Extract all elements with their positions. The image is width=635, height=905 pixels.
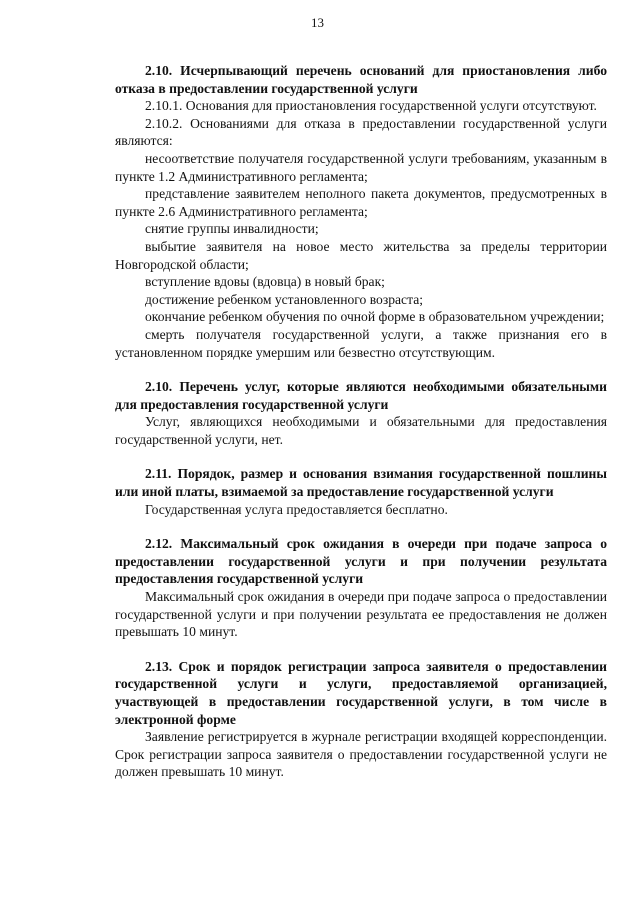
paragraph: Максимальный срок ожидания в очереди при подаче запроса о предоставлении государственной услуги и при получении результата ее предоставления не должен превышать 10 минут.: [115, 589, 607, 640]
list-item: снятие группы инвалидности;: [145, 221, 319, 237]
section-heading: 2.12. Максимальный срок ожидания в очереди при подаче запроса о предоставлении государственной услуги и при получении результата предоставления государственной услуги: [115, 536, 607, 587]
section-heading: 2.11. Порядок, размер и основания взимания государственной пошлины или иной платы, взимаемой за предоставление государственной услуги: [115, 466, 607, 500]
section-heading: 2.13. Срок и порядок регистрации запроса заявителя о предоставлении государственной услуги и услуги, предоставляемой организацией, участвующей в предоставлении государственной услуги, в том числе в электронной форме: [115, 658, 607, 727]
list-item: вступление вдовы (вдовца) в новый брак;: [145, 274, 385, 290]
section-gap: [115, 641, 607, 658]
list-item: достижение ребенком установленного возраста;: [145, 291, 424, 307]
paragraph: 2.10.2. Основаниями для отказа в предоставлении государственной услуги являются:: [115, 115, 607, 149]
list-item: представление заявителем неполного пакета документов, предусмотренных в пункте 2.6 Административного регламента;: [115, 186, 607, 219]
paragraph: 2.10.1. Основания для приостановления государственной услуги отсутствуют.: [145, 98, 597, 114]
section-gap: [115, 518, 607, 535]
paragraph: Услуг, являющихся необходимыми и обязательными для предоставления государственной услуги, нет.: [115, 414, 607, 447]
list-item: несоответствие получателя государственной услуги требованиям, указанным в пункте 1.2 Административного регламента;: [115, 150, 607, 184]
section-heading: 2.10. Перечень услуг, которые являются необходимыми обязательными для предоставления государственной услуги: [115, 379, 607, 412]
document-body: [115, 62, 607, 781]
page-number: 13: [311, 15, 324, 30]
list-item: смерть получателя государственной услуги, а также признания его в установленном порядке умершим или безвестно отсутствующим.: [115, 326, 607, 360]
section-gap: [115, 361, 607, 378]
paragraph: Государственная услуга предоставляется бесплатно.: [145, 501, 448, 517]
section-heading: 2.10. Исчерпывающий перечень оснований для приостановления либо отказа в предоставлении государственной услуги: [115, 63, 607, 96]
paragraph: Заявление регистрируется в журнале регистрации входящей корреспонденции. Срок регистрации запроса заявителя о предоставлении государственной услуги не должен превышать 10 минут.: [115, 729, 607, 780]
list-item: выбытие заявителя на новое место жительства за пределы территории Новгородской области;: [115, 238, 607, 272]
list-item: окончание ребенком обучения по очной форме в образовательном учреждении;: [145, 309, 605, 325]
section-gap: [115, 448, 607, 465]
